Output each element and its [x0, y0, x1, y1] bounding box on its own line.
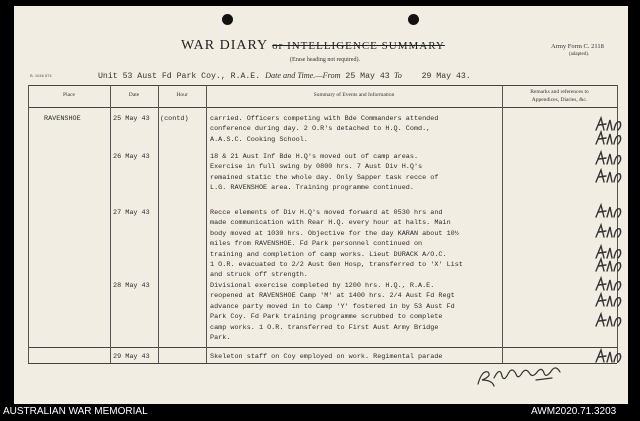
summary-line: made communication with Rear H.Q. every hour at halts. Main — [210, 219, 451, 228]
summary-line: carried. Officers competing with Bde Commanders attended — [210, 115, 439, 123]
title-war-diary: WAR DIARY — [181, 38, 268, 53]
initials-mark — [596, 259, 621, 271]
summary-line: remained static the whole day. Only Sapper task recce of — [210, 173, 439, 182]
summary-line: Park. — [210, 334, 231, 343]
initials-mark — [596, 118, 621, 130]
summary-line: 1 O.R. evacuated to 2/2 Aust Gen Hosp, transferred to 'X' List — [210, 261, 463, 270]
entry-date: 25 May 43 — [113, 115, 150, 123]
initials-mark — [596, 246, 621, 258]
initials-mark — [596, 132, 621, 144]
unit-name: Unit 53 Aust Fd Park Coy., R.A.E. — [98, 72, 261, 81]
title-struck-intelligence-summary: or INTELLIGENCE SUMMARY — [272, 40, 445, 52]
summary-line: body moved at 1030 hrs. Objective for the day KARAN about 10½ — [210, 229, 459, 238]
summary-line: advance party moved in to Camp 'Y' fostered in by 53 Aust Fd — [210, 302, 455, 311]
entry-date: 27 May 43 — [113, 209, 150, 217]
footer-credit: AUSTRALIAN WAR MEMORIAL — [3, 406, 148, 417]
entry-date: 28 May 43 — [113, 282, 150, 290]
summary-line: Recce elements of Div H.Q's moved forward at 0530 hrs and — [210, 209, 443, 217]
summary-line: L.G. RAVENSHOE area. Training programme continued. — [210, 184, 414, 193]
date-time-label: Date and Time.—From — [265, 71, 341, 80]
initials-mark — [596, 350, 621, 362]
initials-mark — [596, 225, 621, 237]
summary-line: miles from RAVENSHOE. Fd Park personnel continued on — [210, 240, 423, 249]
summary-line: Skeleton staff on Coy employed on work. Regimental parade — [210, 353, 443, 361]
initials-mark — [596, 278, 621, 290]
entry-place: RAVENSHOE — [44, 115, 81, 123]
initials-mark — [596, 170, 621, 182]
entry-date: 29 May 43 — [113, 353, 150, 361]
form-number: B. 1046 574 — [30, 73, 52, 78]
header-date: Date — [128, 92, 140, 98]
adapted-label: (adapted). — [569, 52, 590, 57]
summary-line: conference during day. 2 O.R's detached to H.Q. Comd., — [210, 125, 431, 134]
army-form-label: Army Form C. 2118 — [551, 43, 604, 50]
to-date: 29 May 43. — [421, 72, 471, 81]
initials-mark — [596, 152, 621, 164]
header-remarks-2: Appendices, Diaries, &c. — [531, 97, 588, 103]
summary-line: 18 & 21 Aust Inf Bde H.Q's moved out of camp areas. — [210, 153, 419, 161]
header-remarks-1: Remarks and references to — [530, 89, 589, 95]
to-label: To — [394, 71, 402, 80]
summary-line: and struck off strength. — [210, 271, 308, 280]
initials-mark — [596, 314, 621, 326]
summary-line: reopened at RAVENSHOE Camp 'M' at 1400 hrs. 2/4 Aust Fd Regt — [210, 292, 455, 301]
initials-mark — [596, 205, 621, 217]
header-hour: Hour — [176, 92, 188, 98]
summary-line: Park Coy. Fd Park training programme scrubbed to complete — [210, 313, 443, 322]
entry-date: 26 May 43 — [113, 153, 150, 161]
summary-line: A.A.S.C. Cooking School. — [210, 135, 308, 144]
from-date: 25 May 43 — [345, 72, 390, 81]
officer-signature — [478, 368, 560, 386]
summary-line: camp works. 1 O.R. transferred to First Aust Army Bridge — [210, 323, 439, 332]
header-place: Place — [63, 92, 75, 98]
summary-line: Exercise in full swing by 0800 hrs. 7 Aust Div H.Q's — [210, 163, 423, 172]
summary-line: training and completion of camp works. Lieut DURACK A/O.C. — [210, 250, 447, 259]
summary-line: Divisional exercise completed by 1200 hrs. H.Q., R.A.E. — [210, 282, 435, 290]
erase-note: (Erase heading not required). — [290, 57, 360, 63]
footer-accession-number: AWM2020.71.3203 — [531, 406, 617, 417]
entry-hour: (contd) — [160, 115, 189, 123]
header-summary: Summary of Events and Information — [313, 92, 395, 98]
initials-mark — [596, 294, 621, 306]
